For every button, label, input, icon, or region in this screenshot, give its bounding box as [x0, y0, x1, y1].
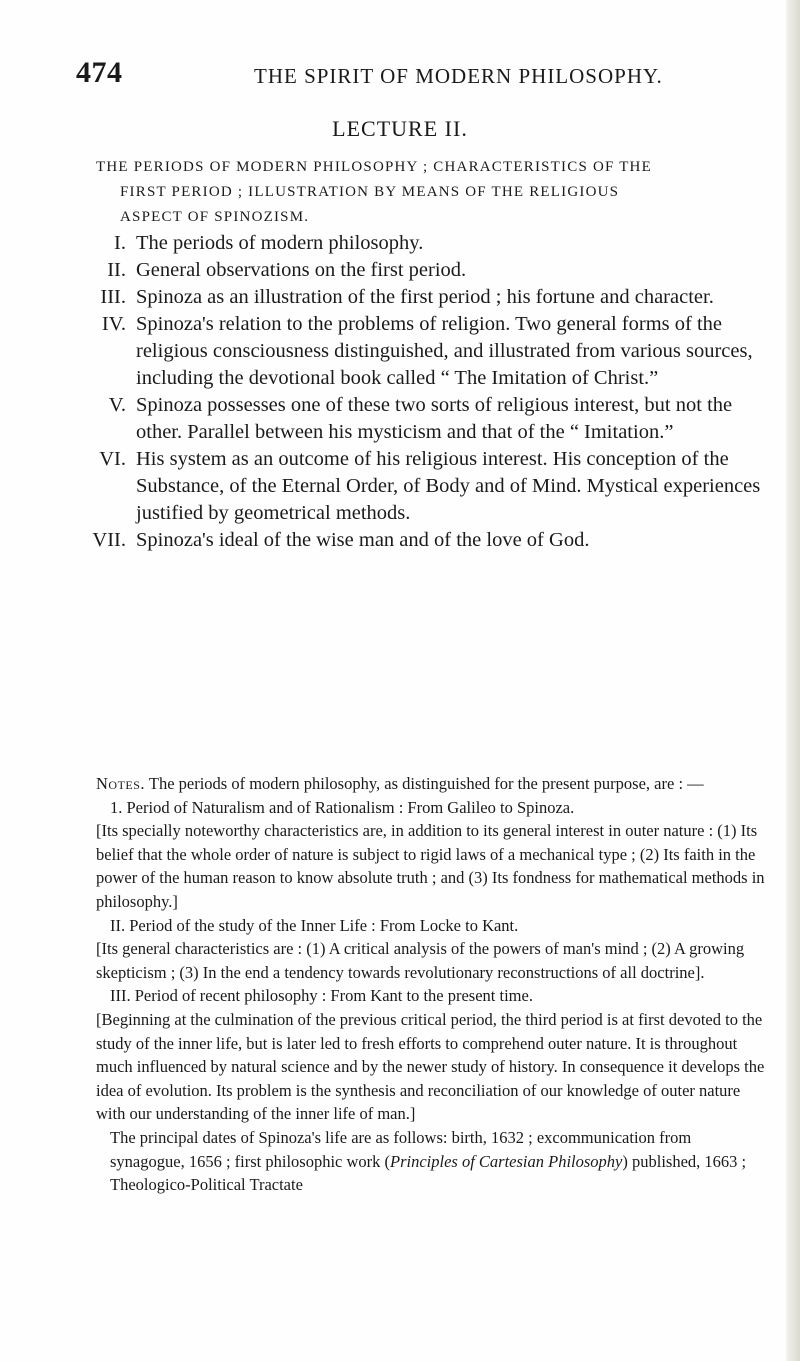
period-heading: III. Period of recent philosophy : From Kant to the present time. [110, 986, 533, 1006]
contents-text: Spinoza as an illustration of the first period ; his fortune and character. [136, 286, 714, 308]
dates-text: ) published, 1663 ; Theologico-Political Tractate [110, 1151, 747, 1195]
page-edge-shadow [786, 0, 800, 1361]
summary-line: FIRST PERIOD ; ILLUSTRATION BY MEANS OF THE RELIGIOUS [120, 184, 620, 200]
notes-section [96, 772, 768, 1197]
dates-text: The principal dates of Spinoza's life are as follows: birth, 1632 ; excommunication from synagogue, 1656 ; first philosophic work ( [110, 1127, 692, 1171]
summary-line: THE PERIODS OF MODERN PHILOSOPHY ; CHARACTERISTICS OF THE [96, 159, 652, 175]
spinoza-dates [96, 1126, 768, 1197]
notes-intro [96, 772, 768, 796]
contents-text: The periods of modern philosophy. [136, 232, 424, 254]
period-heading: 1. Period of Naturalism and of Rationalism : From Galileo to Spinoza. [110, 797, 575, 817]
contents-text: Spinoza possesses one of these two sorts of religious interest, but not the other. Parallel between his mysticism and that of the “ Imitation.” [136, 394, 733, 443]
running-title: THE SPIRIT OF MODERN PHILOSOPHY. [254, 64, 663, 88]
contents-text: General observations on the first period. [136, 259, 467, 281]
page-number: 474 [76, 56, 123, 89]
period-description: [Its specially noteworthy characteristics are, in addition to its general interest in outer nature : (1) Its belief that the whole order of nature is subject to rigid laws of a mechanical type ; (2) Its faith in the power of the human reason to know absolute truth ; and (3) Its fondness for mathematical methods in philosophy.] [96, 821, 765, 911]
contents-number: VII. [92, 529, 126, 551]
lecture-summary [96, 155, 766, 230]
contents-text: His system as an outcome of his religious interest. His conception of the Substance, of the Eternal Order, of Body and of Mind. Mystical experiences justified by geometrical methods. [136, 448, 761, 524]
summary-line: ASPECT OF SPINOZISM. [120, 209, 310, 225]
lecture-contents [90, 230, 770, 554]
lecture-title: LECTURE II. [332, 116, 468, 141]
contents-item [90, 392, 770, 446]
page-header [76, 56, 748, 96]
contents-text: Spinoza's relation to the problems of religion. Two general forms of the religious consciousness distinguished, and illustrated from various sources, including the devotional book called “ The Imitation of Christ.” [136, 313, 753, 389]
contents-item [90, 311, 770, 392]
contents-item [90, 284, 770, 311]
period-heading: II. Period of the study of the Inner Life : From Locke to Kant. [110, 915, 519, 935]
notes-intro-text: The periods of modern philosophy, as distinguished for the present purpose, are : — [148, 774, 704, 793]
notes-label: Notes. [96, 774, 146, 793]
contents-number: VI. [99, 448, 126, 470]
contents-item [90, 230, 770, 257]
contents-number: I. [114, 232, 126, 254]
book-title: Principles of Cartesian Philosophy [390, 1151, 623, 1171]
contents-item [90, 257, 770, 284]
period-description: [Beginning at the culmination of the previous critical period, the third period is at first devoted to the study of the inner life, but is later led to fresh efforts to comprehend outer nature. It is throughout much influenced by natural science and by the newer study of history. In consequence it develops the idea of evolution. Its problem is the synthesis and reconciliation of our knowledge of outer nature with our understanding of the inner life of man.] [96, 1009, 765, 1124]
contents-item [90, 446, 770, 527]
contents-text: Spinoza's ideal of the wise man and of the love of God. [136, 529, 590, 551]
contents-item [90, 527, 770, 554]
contents-number: III. [100, 286, 126, 308]
period-description: [Its general characteristics are : (1) A critical analysis of the powers of man's mind ; (2) A growing skepticism ; (3) In the end a tendency towards revolutionary reconstructions of all doctrine]. [96, 939, 745, 982]
contents-number: IV. [101, 313, 126, 335]
contents-number: V. [108, 394, 126, 416]
contents-number: II. [107, 259, 126, 281]
